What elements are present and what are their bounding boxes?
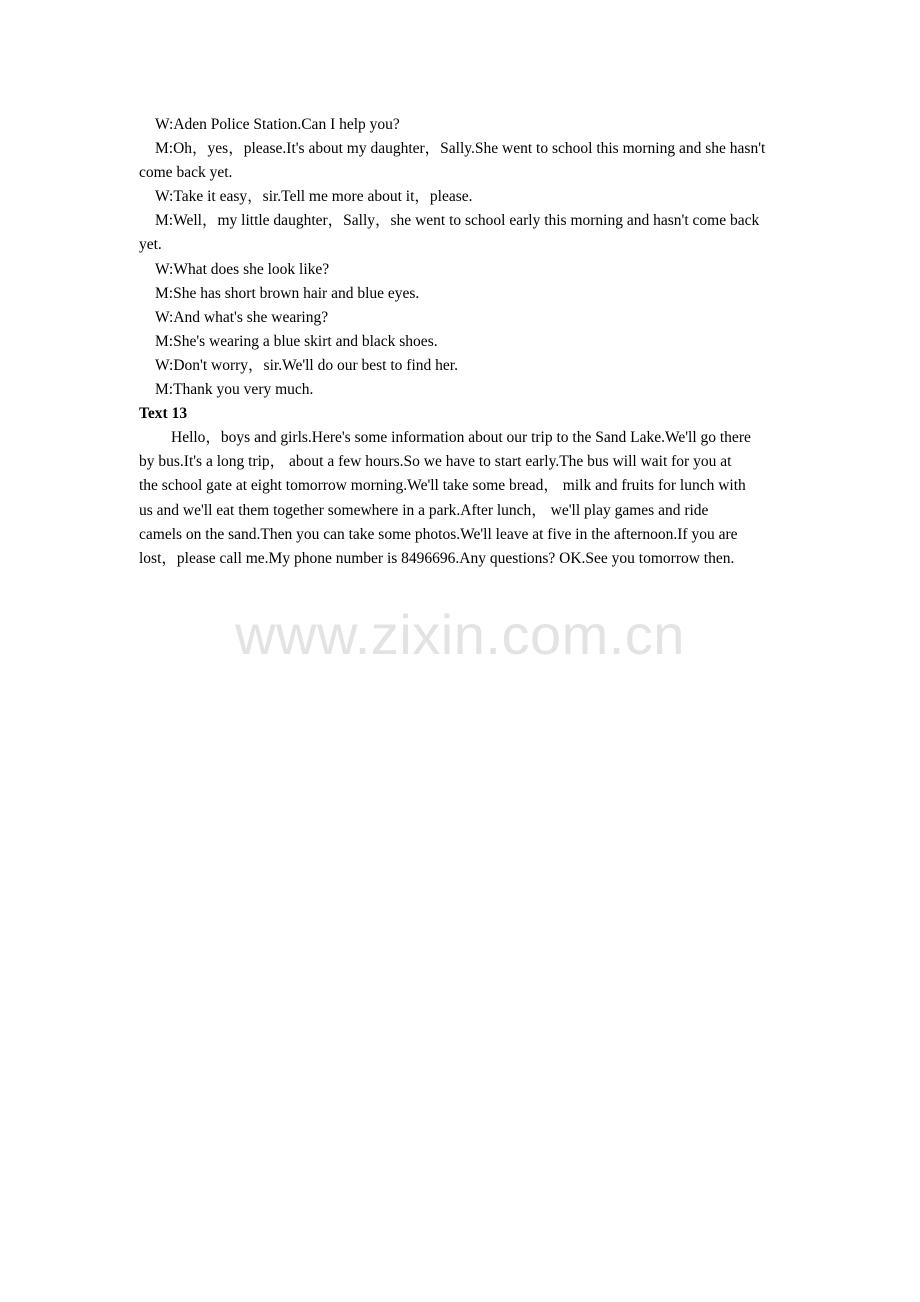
document-content xyxy=(139,113,784,571)
dialogue-line: M:She has short brown hair and blue eyes. xyxy=(155,284,420,302)
watermark: www.zixin.com.cn xyxy=(235,603,685,666)
dialogue-line: W:Don't worry，sir.We'll do our best to find her. xyxy=(155,356,458,374)
dialogue-line: W:And what's she wearing? xyxy=(155,308,329,326)
dialogue-line: M:Thank you very much. xyxy=(155,381,314,399)
dialogue-line: M:She's wearing a blue skirt and black shoes. xyxy=(155,332,438,350)
dialogue-line: W:What does she look like? xyxy=(155,260,330,278)
dialogue-line: M:Well，my little daughter，Sally，she went to school early this morning and hasn't come back yet. xyxy=(139,212,760,254)
dialogue-line: W:Take it easy，sir.Tell me more about it，please. xyxy=(155,188,473,206)
section-heading: Text 13 xyxy=(139,405,188,423)
passage-paragraph: Hello，boys and girls.Here's some information about our trip to the Sand Lake.We'll go there by bus.It's a long trip， about a few hours.So we have to start early.The bus will wait for you at the school gate at eight tomorrow morning.We'll take some bread， milk and fruits for lunch with us and we'll eat them together somewhere in a park.After lunch， we'll play games and ride camels on the sand.Then you can take some photos.We'll leave at five in the afternoon.If you are lost，please call me.My phone number is 8496696.Any questions? OK.See you tomorrow then. xyxy=(139,429,751,567)
dialogue-line: M:Oh，yes，please.It's about my daughter，Sally.She went to school this morning and she hasn't come back yet. xyxy=(139,140,766,182)
dialogue-line: W:Aden Police Station.Can I help you? xyxy=(155,116,400,133)
